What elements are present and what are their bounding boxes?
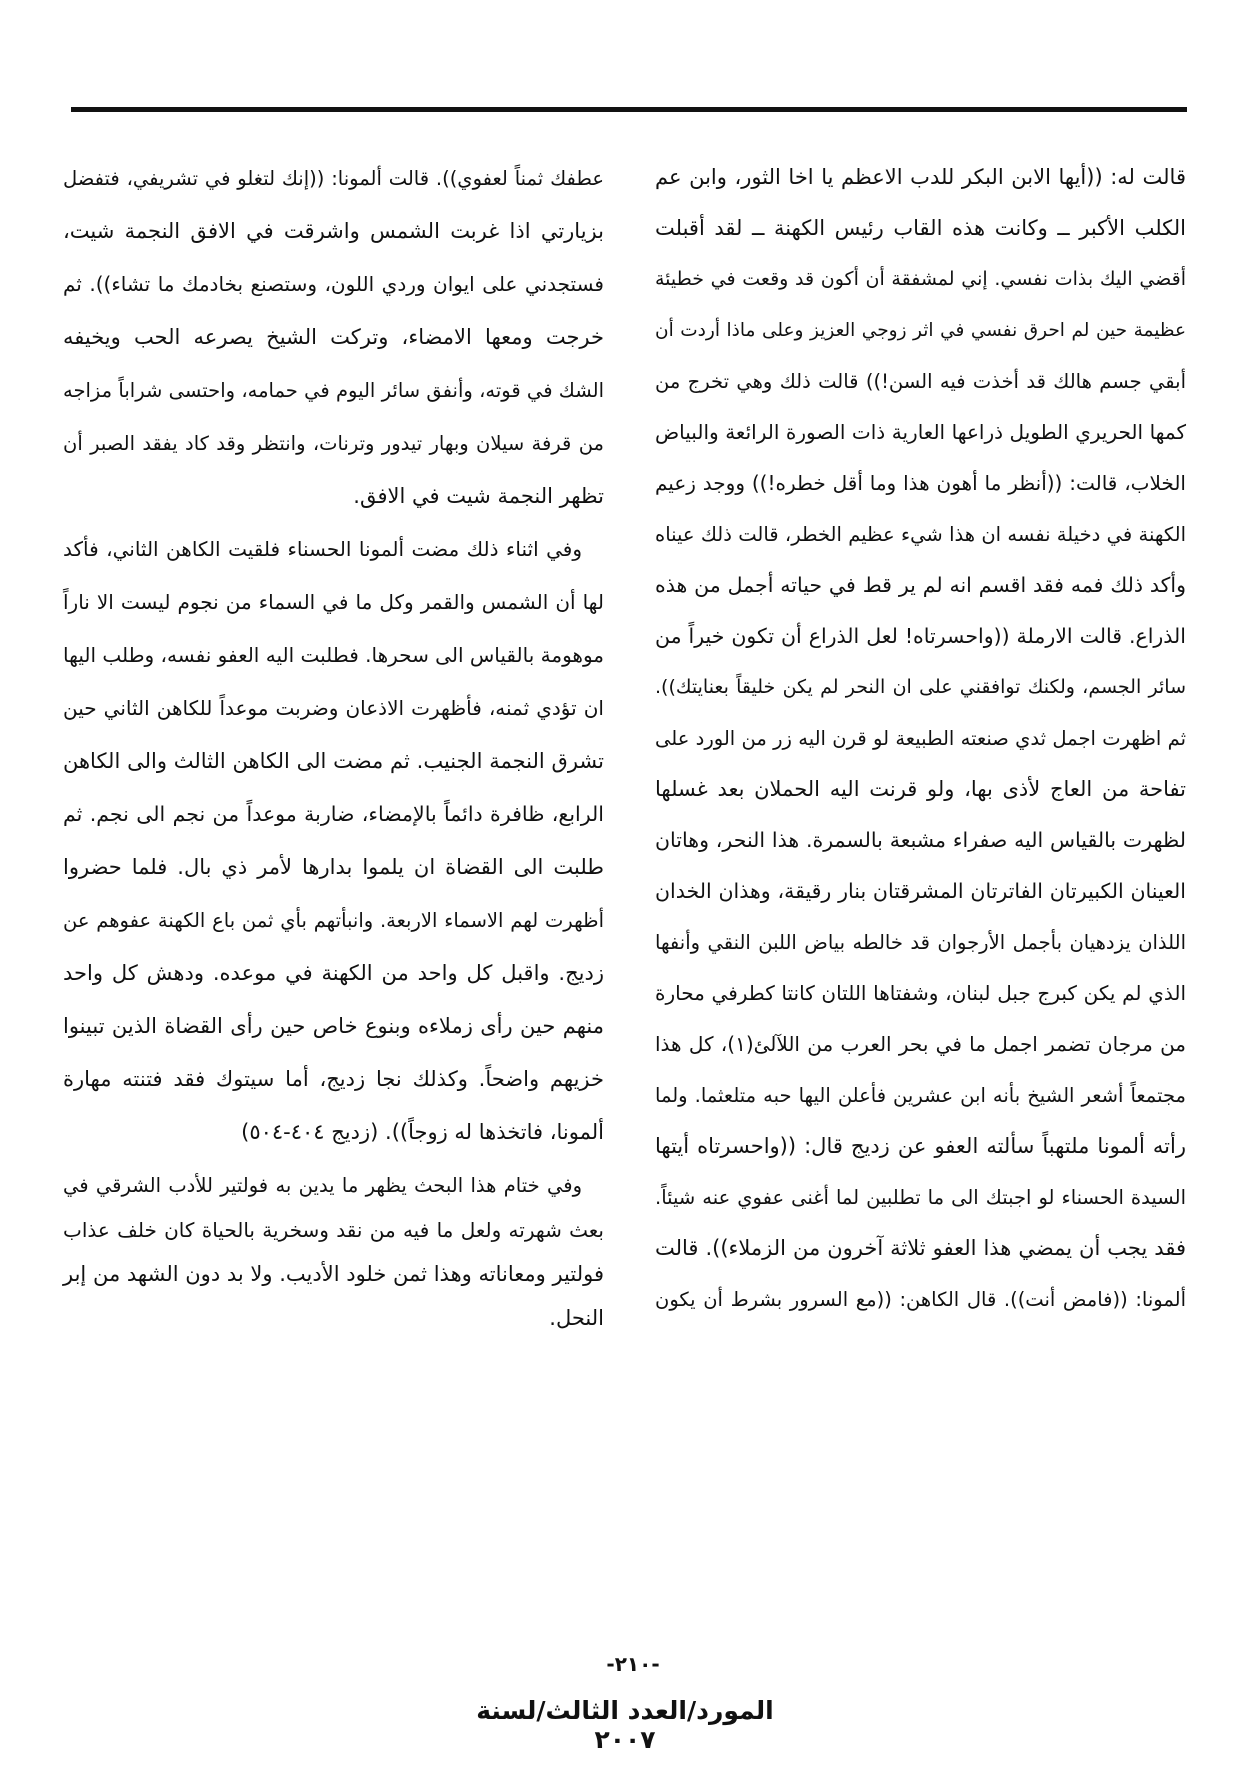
journal-footer: المورد/العدد الثالث/لسنة ٢٠٠٧ — [476, 1696, 774, 1754]
text-line: الكهنة في دخيلة نفسه ان هذا شيء عظيم الخطر، قالت ذلك عيناه — [655, 523, 1186, 546]
text-line: فقد يجب أن يمضي هذا العفو ثلاثة آخرون من الزملاء)). قالت — [655, 1236, 1186, 1260]
text-line: فستجدني على ايوان وردي اللون، وستصنع بخادمك ما تشاء)). ثم — [63, 272, 604, 296]
text-line: لظهرت بالقياس اليه صفراء مشبعة بالسمرة. هذا النحر، وهاتان — [655, 828, 1186, 852]
paragraph — [63, 1164, 604, 1340]
text-line: زديج. واقبل كل واحد من الكهنة في موعده. ودهش كل واحد — [63, 961, 604, 985]
text-line: بزيارتي اذا غربت الشمس واشرقت في الافق النجمة شيت، — [63, 219, 604, 243]
text-line: من قرفة سيلان وبهار تيدور وترنات، وانتظر وقد كاد يفقد الصبر أن — [63, 432, 604, 455]
text-line: مجتمعاً أشعر الشيخ بأنه ابن عشرين فأعلن اليها حبه متلعثما. ولما — [655, 1084, 1186, 1107]
text-line: خرجت ومعها الامضاء، وتركت الشيخ يصرعه الحب ويخيفه — [63, 325, 604, 349]
text-line: لها أن الشمس والقمر وكل ما في السماء من نجوم ليست الا ناراً — [63, 590, 604, 614]
text-line: من مرجان تضمر اجمل ما في بحر العرب من اللآلئ(١)، كل هذا — [655, 1032, 1187, 1056]
text-line: تشرق النجمة الجنيب. ثم مضت الى الكاهن الثالث والى الكاهن — [63, 749, 604, 773]
top-rule — [71, 107, 1187, 112]
page-number: -٢١٠- — [606, 1652, 660, 1676]
text-line: منهم حين رأى زملاءه وبنوع خاص حين رأى القضاة الذين تبينوا — [63, 1014, 604, 1038]
text-line: بعث شهرته ولعل ما فيه من نقد وسخرية بالحياة كان خلف عذاب — [63, 1218, 604, 1242]
text-line: تفاحة من العاج لأذى بها، ولو قرنت اليه الحملان بعد غسلها — [655, 777, 1186, 801]
text-line: الذي لم يكن كبرج جبل لبنان، وشفتاها اللتان كانتا كطرفي محارة — [655, 981, 1186, 1005]
text-line: رأته ألمونا ملتهباً سألته العفو عن زديج قال: ((واحسرتاه أيتها — [655, 1134, 1186, 1158]
text-line: الكلب الأكبر ــ وكانت هذه القاب رئيس الكهنة ــ لقد أقبلت — [655, 216, 1186, 240]
left-column — [63, 152, 604, 1340]
text-line: خزيهم واضحاً. وكذلك نجا زديج، أما سيتوك فقد فتنته مهارة — [63, 1067, 604, 1091]
text-line: موهومة بالقياس الى سحرها. فطلبت اليه العفو نفسه، وطلب اليها — [63, 643, 604, 667]
text-line: النحل. — [549, 1306, 604, 1330]
text-line: تظهر النجمة شيت في الافق. — [353, 484, 604, 508]
text-line: وفي اثناء ذلك مضت ألمونا الحسناء فلقيت الكاهن الثاني، فأكد — [63, 537, 582, 561]
text-line: أقضي اليك بذات نفسي. إني لمشفقة أن أكون قد وقعت في خطيئة — [655, 268, 1186, 290]
text-line: أظهرت لهم الاسماء الاربعة. وانبأتهم بأي ثمن باع الكهنة عفوهم عن — [63, 909, 604, 932]
paragraph — [63, 523, 604, 1159]
text-line: ألمونا، فاتخذها له زوجاً)). (زديج ٤٠٤-٥٠٤) — [241, 1120, 604, 1144]
text-line: ان تؤدي ثمنه، فأظهرت الاذعان وضربت موعداً للكاهن الثاني حين — [63, 696, 604, 720]
text-line: ثم اظهرت اجمل ثدي صنعته الطبيعة لو قرن اليه زر من الورد على — [655, 727, 1186, 750]
text-line: العينان الكبيرتان الفاترتان المشرقتان بنار رقيقة، وهذان الخدان — [655, 879, 1186, 903]
text-line: وفي ختام هذا البحث يظهر ما يدين به فولتير للأدب الشرقي في — [63, 1174, 582, 1197]
text-line: الشك في قوته، وأنفق سائر اليوم في حمامه، واحتسى شراباً مزاجه — [63, 379, 604, 402]
paragraph — [655, 152, 1186, 1325]
text-line: سائر الجسم، ولكنك توافقني على ان النحر لم يكن خليقاً بعنايتك)). — [655, 676, 1186, 698]
text-line: الرابع، ظافرة دائماً بالإمضاء، ضاربة موعداً من نجم الى نجم. ثم — [63, 802, 604, 826]
text-line: ألمونا: ((فامض أنت)). قال الكاهن: ((مع السرور بشرط أن يكون — [655, 1288, 1186, 1311]
text-line: أبقي جسم هالك قد أخذت فيه السن!)) قالت ذلك وهي تخرج من — [655, 370, 1186, 393]
text-line: السيدة الحسناء لو اجبتك الى ما تطلبين لما أغنى عفوي عنه شيئاً. — [655, 1186, 1186, 1209]
text-line: الذراع. قالت الارملة ((واحسرتاه! لعل الذراع أن تكون خيراً من — [655, 624, 1186, 648]
right-column — [655, 152, 1186, 1325]
text-line: طلبت الى القضاة ان يلموا بدارها لأمر ذي بال. فلما حضروا — [63, 855, 604, 879]
text-line: اللذان يزدهيان بأجمل الأرجوان قد خالطه بياض اللبن النقي وأنفها — [655, 931, 1186, 954]
text-line: فولتير ومعاناته وهذا ثمن خلود الأديب. ولا بد دون الشهد من إبر — [63, 1262, 604, 1286]
text-line: كمها الحريري الطويل ذراعها العارية ذات الصورة الرائعة والبياض — [655, 420, 1186, 444]
text-line: الخلاب، قالت: ((أنظر ما أهون هذا وما أقل خطره!)) ووجد زعيم — [655, 471, 1186, 495]
text-line: عظيمة حين لم احرق نفسي في اثر زوجي العزيز وعلى ماذا أردت أن — [655, 320, 1186, 341]
paragraph — [63, 152, 604, 523]
text-line: عطفك ثمناً لعفوي)). قالت ألمونا: ((إنك لتغلو في تشريفي، فتفضل — [63, 167, 604, 190]
text-line: قالت له: ((أيها الابن البكر للدب الاعظم يا اخا الثور، وابن عم — [655, 165, 1186, 189]
text-line: وأكد ذلك فمه فقد اقسم انه لم ير قط في حياته أجمل من هذه — [655, 573, 1186, 597]
